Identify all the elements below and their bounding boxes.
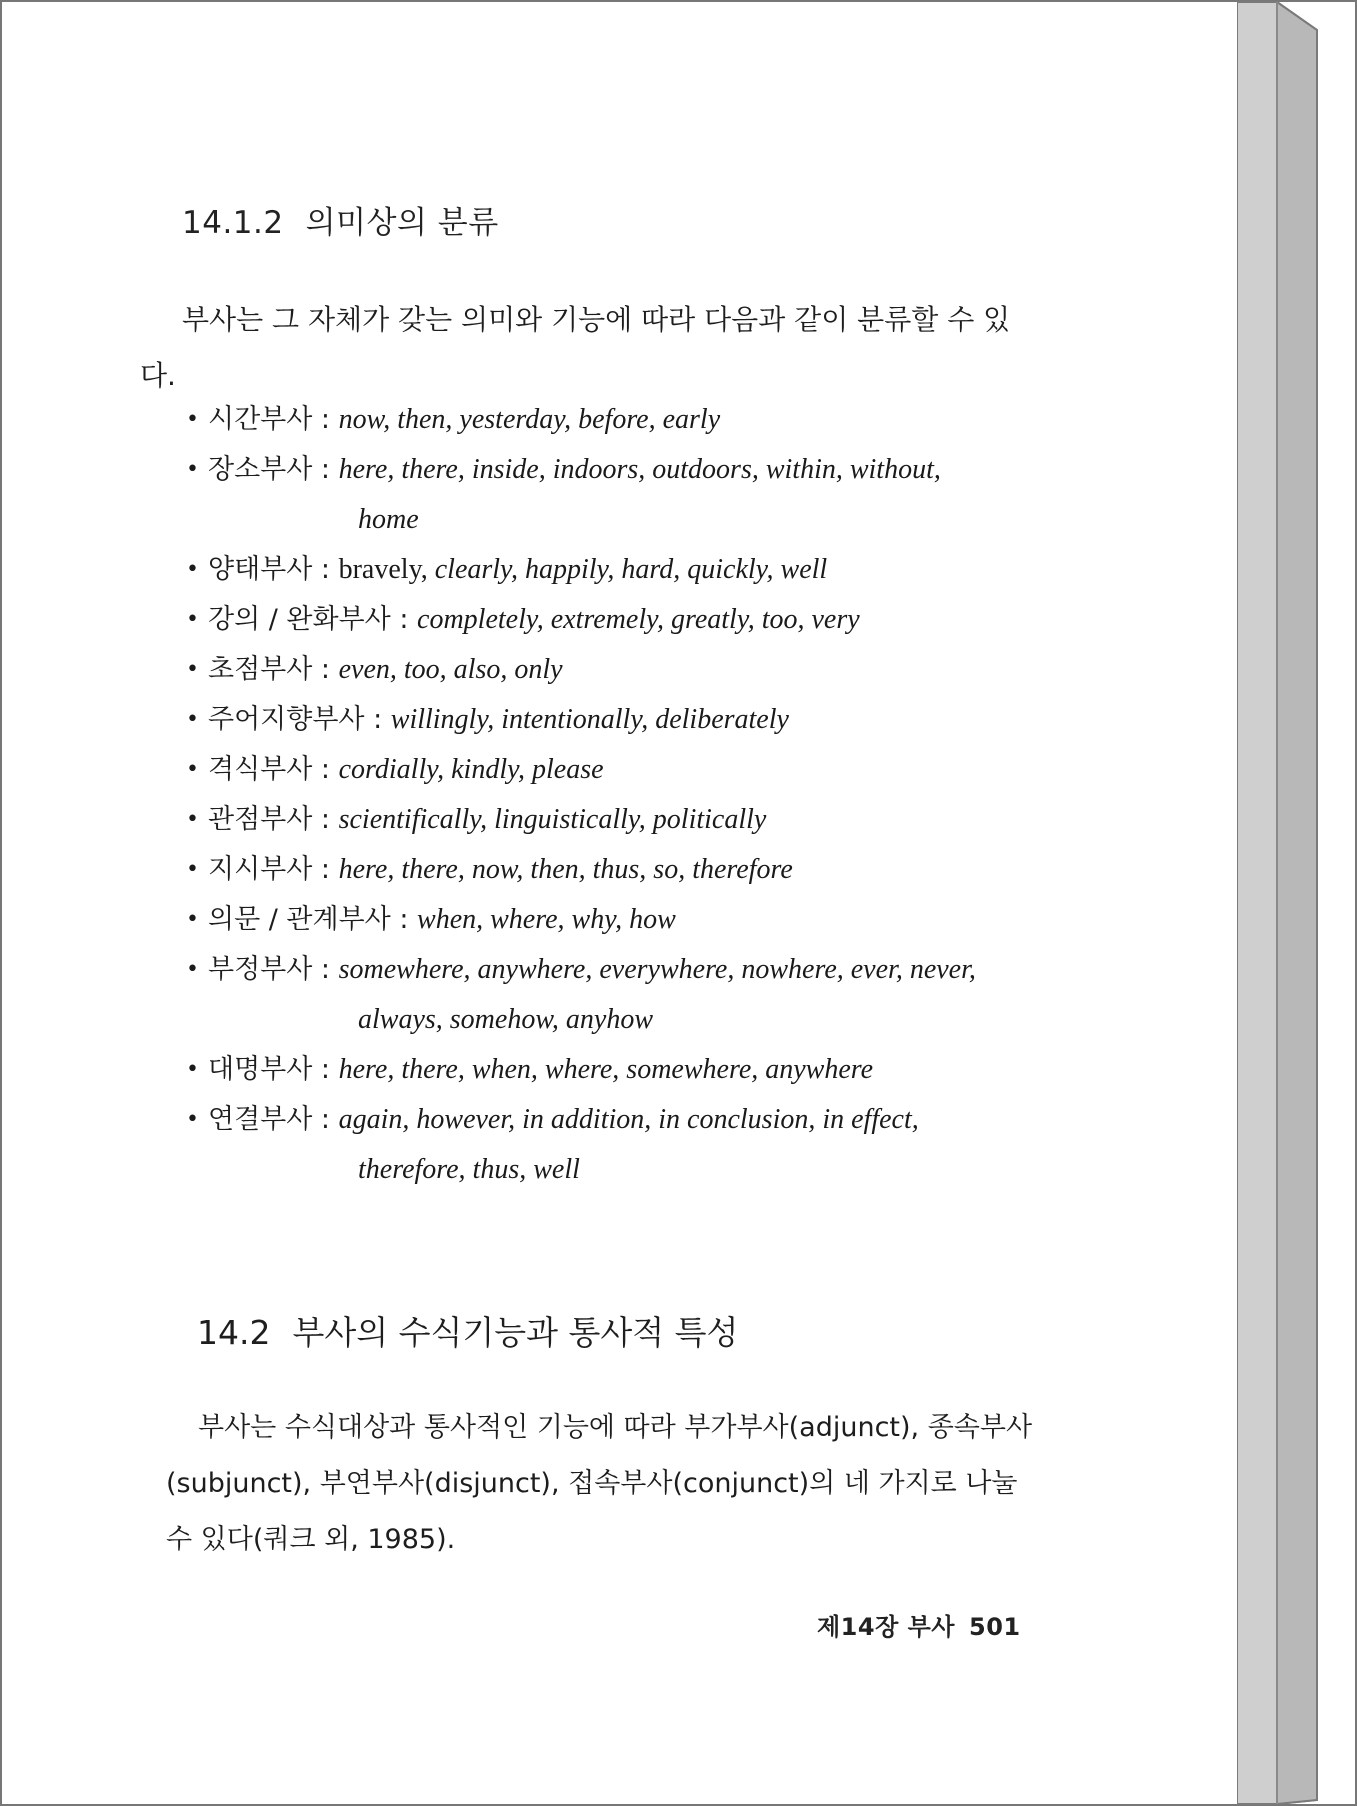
list-item [186, 1095, 1042, 1195]
category-label: 장소부사 : [208, 454, 331, 485]
category-label: 초점부사 : [208, 654, 331, 685]
category-label: 관점부사 : [208, 804, 331, 835]
section-title: 의미상의 분류 [305, 205, 499, 241]
category-examples-continued: always, somehow, anyhow [358, 1004, 654, 1035]
category-examples: cordially, kindly, please [338, 754, 604, 785]
section2-heading [197, 1307, 738, 1354]
bullet: • [186, 907, 199, 932]
category-label: 연결부사 : [208, 1104, 331, 1135]
category-label: 대명부사 : [208, 1054, 331, 1085]
page-number: 501 [969, 1613, 1021, 1641]
category-label: 양태부사 : [208, 554, 331, 585]
list-item [186, 395, 1042, 445]
list-item [186, 945, 1042, 1045]
bullet: • [186, 557, 199, 582]
category-examples: here, there, now, then, thus, so, therefore [338, 854, 793, 885]
bullet: • [186, 407, 199, 432]
list-item [186, 595, 1042, 645]
category-label: 의문 / 관계부사 : [208, 904, 409, 935]
category-label: 강의 / 완화부사 : [208, 604, 409, 635]
section-heading [182, 197, 499, 242]
category-examples: scientifically, linguistically, politically [338, 804, 767, 835]
body-text: 부사는 수식대상과 통사적인 기능에 따라 부가부사(adjunct), 종속부사(subjunct), 부연부사(disjunct), 접속부사(conjunct)의 네 가지로 나눌 수 있다(쿼크 외, 1985). [166, 1412, 1033, 1555]
category-label: 지시부사 : [208, 854, 331, 885]
list-item [186, 545, 1042, 595]
category-examples-continued: home [358, 504, 419, 535]
category-label: 시간부사 : [208, 404, 331, 435]
bullet: • [186, 757, 199, 782]
category-label: 격식부사 : [208, 754, 331, 785]
list-item [186, 695, 1042, 745]
list-item [186, 895, 1042, 945]
list-item [186, 845, 1042, 895]
list-item [186, 1045, 1042, 1095]
running-footer [817, 1607, 1021, 1642]
category-examples [339, 554, 828, 585]
bullet: • [186, 957, 199, 982]
intro-text: 부사는 그 자체가 갖는 의미와 기능에 따라 다음과 같이 분류할 수 있다. [140, 303, 1011, 392]
category-examples: somewhere, anywhere, everywhere, nowhere, ever, never, [338, 954, 976, 985]
bullet: • [186, 607, 199, 632]
category-examples: again, however, in addition, in conclusion, in effect, [338, 1104, 919, 1135]
body-paragraph [166, 1400, 1048, 1568]
category-examples: even, too, also, only [338, 654, 563, 685]
list-item [186, 745, 1042, 795]
list-item [186, 795, 1042, 845]
bullet: • [186, 707, 199, 732]
category-examples: now, then, yesterday, before, early [338, 404, 721, 435]
section2-number: 14.2 [197, 1313, 271, 1352]
bullet: • [186, 1057, 199, 1082]
bullet: • [186, 857, 199, 882]
section2-title: 부사의 수식기능과 통사적 특성 [292, 1313, 739, 1352]
category-examples: here, there, inside, indoors, outdoors, within, without, [338, 454, 941, 485]
category-label: 부정부사 : [208, 954, 331, 985]
bullet: • [186, 807, 199, 832]
section-number: 14.1.2 [182, 205, 284, 241]
example-rest: clearly, happily, hard, quickly, well [427, 554, 828, 585]
adverb-category-list [186, 395, 1042, 1195]
category-examples: completely, extremely, greatly, too, very [417, 604, 860, 635]
category-examples: here, there, when, where, somewhere, anywhere [338, 1054, 874, 1085]
list-item [186, 645, 1042, 695]
category-examples: willingly, intentionally, deliberately [390, 704, 789, 735]
category-label: 주어지향부사 : [208, 704, 383, 735]
list-item [186, 445, 1042, 545]
example-upright: bravely, [338, 554, 428, 585]
bullet: • [186, 657, 199, 682]
document-page [2, 2, 1197, 1804]
category-examples: when, where, why, how [417, 904, 676, 935]
chapter-label: 제14장 부사 [817, 1613, 955, 1641]
bullet: • [186, 1107, 199, 1132]
book-page-edge [1237, 0, 1357, 1806]
bullet: • [186, 457, 199, 482]
category-examples-continued: therefore, thus, well [358, 1154, 580, 1185]
intro-paragraph [140, 292, 1040, 404]
